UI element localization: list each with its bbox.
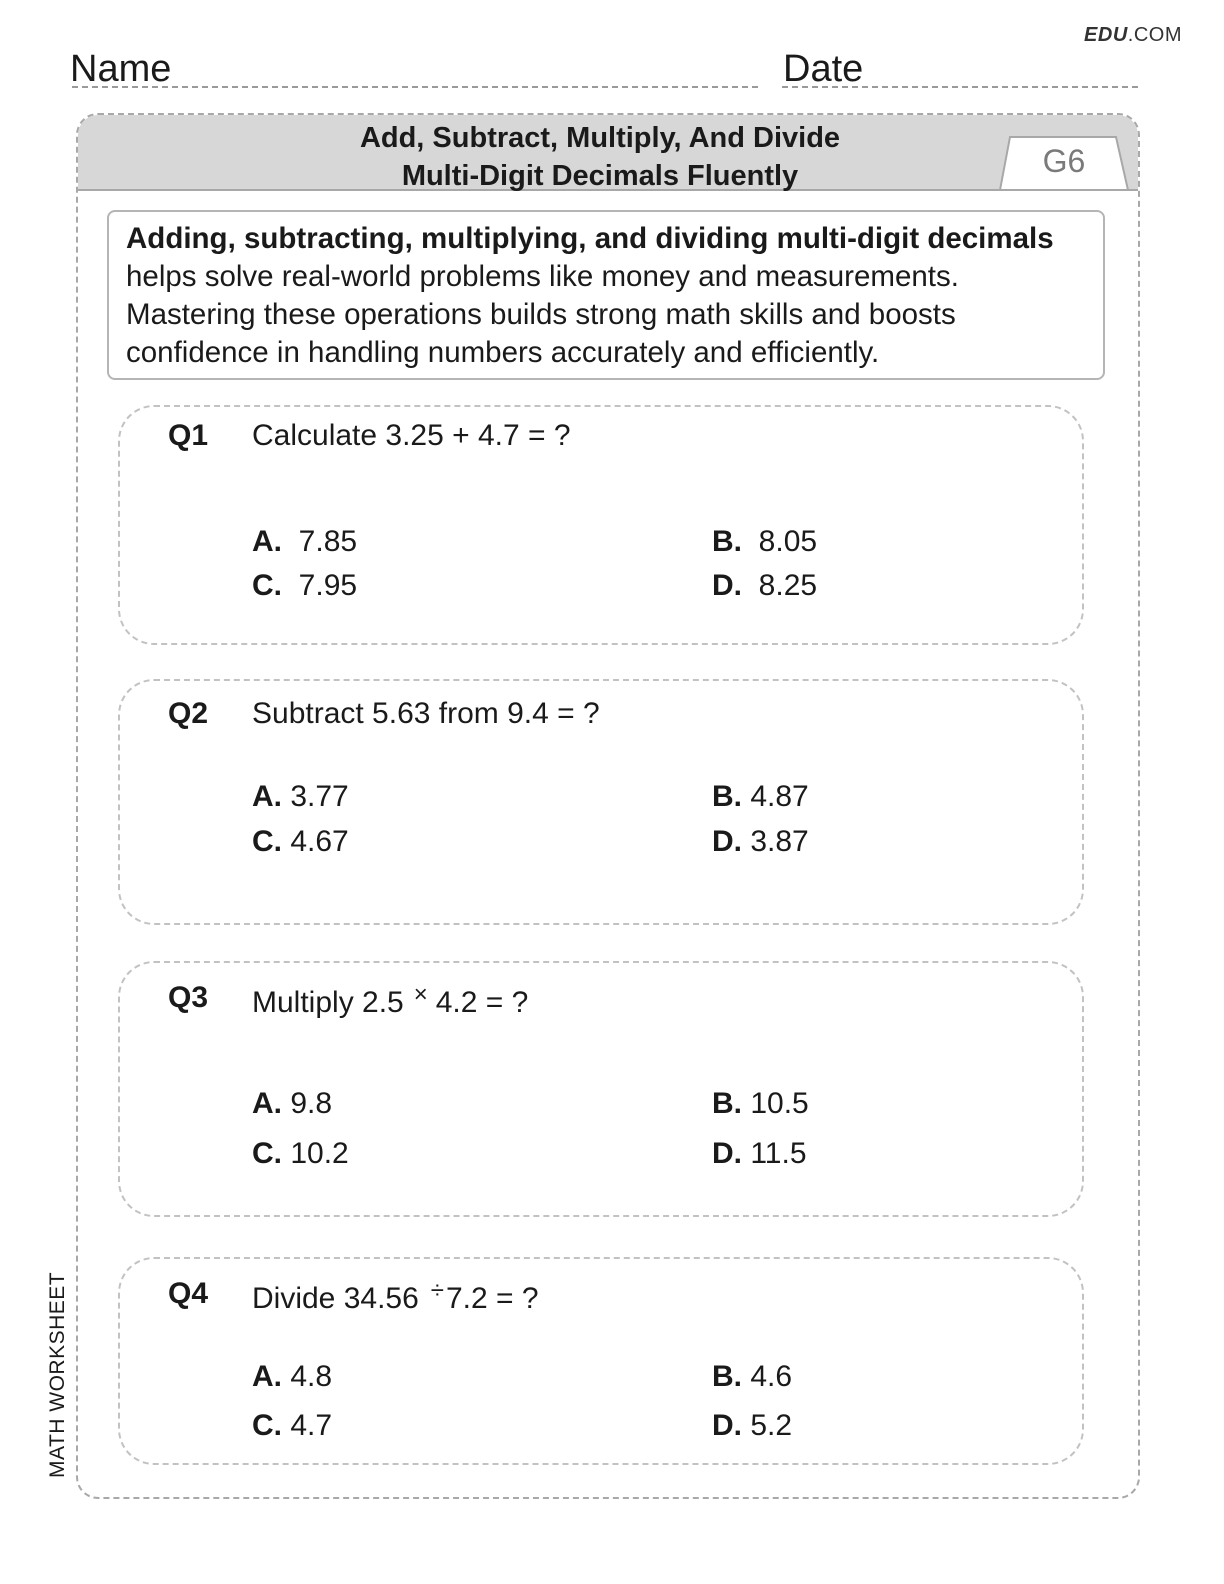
title-line-2: Multi-Digit Decimals Fluently	[401, 160, 799, 192]
option-letter: B.	[712, 780, 742, 813]
title-line-1: Add, Subtract, Multiply, And Divide	[359, 122, 841, 154]
name-label: Name	[70, 48, 172, 90]
grade-tab	[998, 135, 1130, 190]
question-text-part-1: Multiply 2.5	[252, 986, 404, 1019]
date-label: Date	[783, 48, 864, 90]
option-a[interactable]	[252, 780, 349, 814]
question-text	[252, 981, 528, 1020]
intro-bold-text: Adding, subtracting, multiplying, and dividing multi-digit decimals	[126, 222, 1054, 255]
option-b[interactable]	[712, 1360, 792, 1394]
option-letter: B.	[712, 525, 742, 558]
option-value: 4.6	[750, 1360, 793, 1393]
option-letter: B.	[712, 1360, 742, 1393]
option-letter: A.	[252, 780, 282, 813]
option-value: 5.2	[750, 1409, 793, 1442]
option-value: 3.87	[750, 825, 809, 858]
option-letter: A.	[252, 1087, 282, 1120]
question-number: Q2	[168, 697, 209, 730]
question-text-part-2: 4.2 = ?	[435, 986, 529, 1019]
title-band	[78, 115, 1138, 191]
option-a[interactable]	[252, 525, 357, 559]
question-text: Subtract 5.63 from 9.4 = ?	[252, 697, 600, 730]
intro-box	[107, 210, 1105, 380]
option-d[interactable]	[712, 825, 809, 859]
option-value: 8.05	[758, 525, 818, 558]
option-letter: D.	[712, 569, 742, 602]
option-letter: A.	[252, 525, 282, 558]
grade-label: G6	[1042, 143, 1086, 179]
option-value: 8.25	[758, 569, 818, 602]
option-letter: D.	[712, 1137, 742, 1170]
brand-bold-text: EDU	[1084, 24, 1128, 46]
option-value: 7.85	[298, 525, 358, 558]
option-letter: C.	[252, 1137, 282, 1170]
option-value: 3.77	[290, 780, 349, 813]
option-letter: D.	[712, 1409, 742, 1442]
option-d[interactable]	[712, 569, 817, 603]
option-value: 9.8	[290, 1087, 333, 1120]
option-letter: B.	[712, 1087, 742, 1120]
option-value: 7.95	[298, 569, 358, 602]
option-value: 10.2	[290, 1137, 349, 1170]
option-value: 4.87	[750, 780, 809, 813]
option-value: 4.67	[290, 825, 349, 858]
option-value: 4.7	[290, 1409, 333, 1442]
option-letter: C.	[252, 1409, 282, 1442]
name-field[interactable]	[72, 86, 758, 88]
question-card-q1	[118, 405, 1084, 645]
option-letter: A.	[252, 1360, 282, 1393]
option-d[interactable]	[712, 1137, 807, 1171]
option-a[interactable]	[252, 1087, 332, 1121]
brand-logo	[1084, 24, 1182, 47]
option-a[interactable]	[252, 1360, 332, 1394]
question-card-q2	[118, 679, 1084, 925]
option-c[interactable]	[252, 1137, 349, 1171]
option-d[interactable]	[712, 1409, 792, 1443]
question-text-part-2: 7.2 = ?	[445, 1282, 539, 1315]
question-card-q4	[118, 1257, 1084, 1465]
date-field[interactable]	[782, 86, 1138, 88]
option-letter: D.	[712, 825, 742, 858]
option-c[interactable]	[252, 569, 357, 603]
worksheet-title	[78, 119, 1122, 195]
question-text: Calculate 3.25 + 4.7 = ?	[252, 419, 571, 452]
question-text-part-1: Divide 34.56	[252, 1282, 419, 1315]
question-number: Q3	[168, 981, 209, 1014]
option-b[interactable]	[712, 1087, 809, 1121]
option-letter: C.	[252, 569, 282, 602]
option-value: 11.5	[750, 1137, 807, 1170]
option-letter: C.	[252, 825, 282, 858]
intro-body-text: helps solve real-world problems like money and measurements. Mastering these operations builds strong math skills and boosts confidence in handling numbers accurately and efficiently.	[126, 260, 959, 369]
option-c[interactable]	[252, 1409, 332, 1443]
question-card-q3	[118, 961, 1084, 1217]
question-number: Q1	[168, 419, 209, 452]
question-number: Q4	[168, 1277, 209, 1310]
brand-rest-text: .COM	[1127, 24, 1182, 46]
option-b[interactable]	[712, 525, 817, 559]
multiply-icon: ×	[413, 981, 428, 1008]
question-text	[252, 1277, 539, 1316]
divide-icon: ÷	[430, 1277, 444, 1304]
option-value: 4.8	[290, 1360, 333, 1393]
option-c[interactable]	[252, 825, 349, 859]
option-b[interactable]	[712, 780, 809, 814]
option-value: 10.5	[750, 1087, 809, 1120]
side-label: MATH WORKSHEET	[46, 1271, 69, 1478]
